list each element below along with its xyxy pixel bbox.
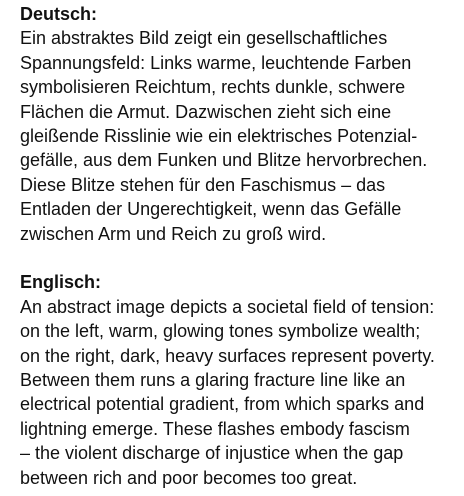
text-line: Between them runs a glaring fracture line like an: [20, 370, 406, 391]
text-line: gefälle, aus dem Funken und Blitze hervorbrechen.: [20, 150, 428, 171]
section-heading: Deutsch:: [20, 4, 98, 24]
section-english: [20, 270, 460, 490]
text-line: – the violent discharge of injustice when the gap: [20, 443, 404, 464]
text-line: An abstract image depicts a societal field of tension:: [20, 296, 435, 317]
text-line: electrical potential gradient, from which sparks and: [20, 394, 425, 415]
text-line: symbolisieren Reichtum, rechts dunkle, schwere: [20, 77, 406, 98]
text-line: Entladen der Ungerechtigkeit, wenn das Gefälle: [20, 199, 402, 220]
text-line: zwischen Arm und Reich zu groß wird.: [20, 223, 327, 244]
document-body: [20, 2, 460, 490]
text-line: gleißende Risslinie wie ein elektrisches Potenzial-: [20, 126, 418, 147]
text-line: Diese Blitze stehen für den Faschismus – das: [20, 174, 386, 195]
text-line: on the right, dark, heavy surfaces represent poverty.: [20, 345, 435, 366]
text-line: between rich and poor becomes too great.: [20, 467, 358, 488]
text-line: lightning emerge. These flashes embody fascism: [20, 418, 410, 439]
section-heading: Englisch:: [20, 272, 102, 293]
text-line: Flächen die Armut. Dazwischen zieht sich eine: [20, 101, 392, 122]
text-line: Spannungsfeld: Links warme, leuchtende Farben: [20, 52, 412, 73]
section-german: [20, 2, 460, 246]
text-line: Ein abstraktes Bild zeigt ein gesellschaftliches: [20, 28, 388, 49]
text-line: on the left, warm, glowing tones symbolize wealth;: [20, 321, 421, 342]
paragraph-spacer: [20, 246, 460, 270]
